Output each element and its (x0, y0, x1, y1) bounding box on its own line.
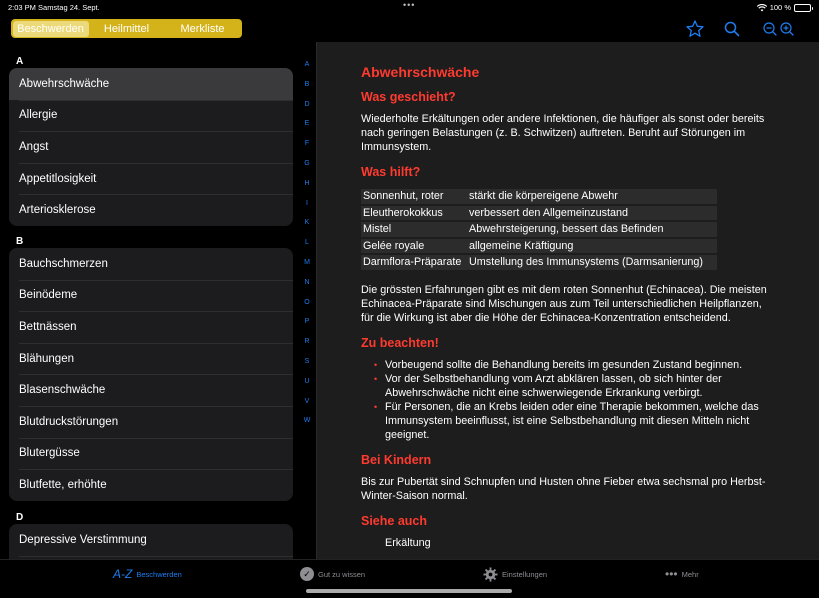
remedy-effect: stärkt die körpereigene Abwehr (467, 189, 717, 204)
remedy-effect: Umstellung des Immunsystems (Darmsanierung) (467, 255, 717, 270)
battery-percent: 100 % (769, 3, 791, 12)
remedy-effect: allgemeine Kräftigung (467, 239, 717, 254)
table-row (361, 255, 717, 270)
segment-heilmittel[interactable]: Heilmittel (103, 22, 150, 35)
list-item[interactable]: Blähungen (9, 343, 293, 375)
notes-list (361, 358, 771, 442)
wifi-icon (757, 4, 767, 12)
index-letter[interactable]: N (304, 278, 310, 286)
heading-see-also: Siehe auch (361, 513, 427, 528)
alphabet-index[interactable] (300, 59, 314, 435)
list-item[interactable]: Bettnässen (9, 311, 293, 343)
table-row (361, 239, 717, 254)
section-group-b (9, 248, 293, 501)
index-letter[interactable]: A (304, 61, 310, 68)
list-item[interactable]: Depressive Verstimmung (19, 533, 147, 546)
index-letter[interactable]: L (305, 239, 309, 247)
status-time: 2:03 PM Samstag 24. Sept. (8, 3, 100, 12)
index-letter[interactable]: P (304, 318, 310, 326)
segment-merkliste[interactable]: Merkliste (180, 22, 225, 35)
index-letter[interactable]: V (304, 397, 310, 405)
list-item-abwehrschwaeche[interactable]: Abwehrschwäche (9, 68, 293, 100)
home-indicator[interactable] (306, 589, 512, 593)
index-letter[interactable]: E (304, 120, 310, 128)
index-letter[interactable]: S (304, 357, 310, 365)
section-group-a (9, 68, 293, 226)
remedy-effect: Abwehrsteigerung, bessert das Befinden (467, 222, 717, 237)
section-header-a: A (16, 56, 24, 67)
remedy-effect: verbessert den Allgemeinzustand (467, 206, 717, 221)
index-letter[interactable]: B (304, 80, 310, 88)
status-right (757, 3, 811, 12)
section-header-b: B (16, 236, 24, 247)
zoom-in-icon[interactable] (779, 19, 795, 39)
section-group-d (9, 524, 293, 559)
remedy-name: Eleutherokokkus (361, 206, 467, 221)
index-letter[interactable]: H (304, 179, 310, 187)
paragraph-children: Bis zur Pubertät sind Schnupfen und Husten ohne Fieber etwa sechsmal pro Herbst-Winter-Saison normal. (361, 475, 766, 502)
tab-label: Mehr (681, 569, 699, 579)
list-item[interactable]: Bauchschmerzen (19, 257, 108, 270)
index-letter[interactable]: D (304, 100, 310, 108)
more-dots-icon: ••• (665, 567, 678, 581)
list-item: • Vor der Selbstbehandlung vom Arzt abklären lassen, ob sich hinter der Abwehrschwäche nicht eine schwerwiegende Erkrankung verbirgt. (361, 372, 771, 400)
segment-beschwerden[interactable]: Beschwerden (13, 21, 89, 37)
favorite-star-icon[interactable] (685, 19, 705, 39)
remedies-table (361, 187, 717, 272)
table-row (361, 189, 717, 204)
table-row (361, 206, 717, 221)
status-bar (0, 0, 819, 14)
remedy-name: Sonnenhut, roter (361, 189, 467, 204)
index-letter[interactable]: F (304, 140, 310, 148)
table-row (361, 222, 717, 237)
heading-what-happens: Was geschieht? (361, 90, 456, 104)
heading-what-helps: Was hilft? (361, 165, 421, 179)
top-bar (0, 14, 819, 42)
list-item: • Für Personen, die an Krebs leiden oder eine Therapie bekommen, welche das Immunsystem beeinflusst, ist eine Selbstbehandlung mit diesen Mitteln nicht geeignet. (361, 400, 771, 442)
battery-icon (794, 4, 811, 12)
list-item[interactable]: Arteriosklerose (9, 194, 293, 226)
tab-label: Beschwerden (136, 569, 182, 579)
category-segmented-control (11, 19, 242, 38)
list-item[interactable]: Beinödeme (9, 280, 293, 312)
tab-label: Einstellungen (502, 570, 548, 579)
tab-beschwerden[interactable] (113, 567, 182, 581)
search-icon[interactable] (722, 19, 742, 39)
tab-einstellungen[interactable] (483, 567, 547, 582)
detail-title: Abwehrschwäche (361, 64, 480, 80)
index-letter[interactable]: W (303, 417, 311, 425)
remedy-name: Darmflora-Präparate (361, 255, 467, 270)
multitasking-dots[interactable]: ••• (403, 0, 416, 10)
list-item[interactable]: Allergie (9, 100, 293, 132)
list-item[interactable]: Appetitlosigkeit (9, 163, 293, 195)
index-letter[interactable]: G (304, 159, 310, 167)
heading-children: Bei Kindern (361, 452, 432, 467)
list-item[interactable]: Blutfette, erhöhte (9, 469, 293, 501)
az-icon: A-Z (113, 567, 133, 581)
list-item[interactable]: Angst (9, 131, 293, 163)
gear-icon (483, 567, 498, 582)
tab-label: Gut zu wissen (318, 569, 366, 579)
see-also-link[interactable]: Erkältung (385, 536, 431, 549)
section-header-d: D (16, 512, 24, 523)
index-letter[interactable]: R (304, 338, 310, 346)
zoom-out-icon[interactable] (762, 19, 778, 39)
heading-note: Zu beachten! (361, 335, 439, 350)
checkmark-circle-icon: ✓ (300, 567, 314, 581)
index-letter[interactable]: K (304, 219, 310, 227)
index-letter[interactable]: U (304, 377, 310, 385)
list-item: • Vorbeugend sollte die Behandlung bereits im gesunden Zustand beginnen. (361, 358, 771, 372)
tab-mehr[interactable] (665, 567, 699, 581)
list-item[interactable]: Blutergüsse (9, 438, 293, 470)
index-letter[interactable]: M (304, 258, 310, 266)
paragraph-what-happens: Wiederholte Erkältungen oder andere Infektionen, die häufiger als sonst oder bereits nach geringen Belastungen (z. B. Schwitzen) auftreten. Beruht auf Störungen im Immunsystem. (361, 113, 765, 153)
remedy-name: Gelée royale (361, 239, 467, 254)
remedy-name: Mistel (361, 222, 467, 237)
detail-content (361, 64, 771, 550)
list-item[interactable]: Blasenschwäche (9, 374, 293, 406)
index-letter[interactable]: I (306, 199, 308, 207)
list-item[interactable]: Blutdruckstörungen (9, 406, 293, 438)
complaints-list[interactable] (0, 42, 316, 559)
detail-pane[interactable] (317, 42, 819, 559)
paragraph-what-helps: Die grössten Erfahrungen gibt es mit dem roten Sonnenhut (Echinacea). Die meisten Echinacea-Präparate sind Mischungen aus zum Teil unterschiedlichen Heilpflanzen, für die Wirkung ist aber die Höhe der Echinacea-Konzentration entscheidend. (361, 283, 767, 324)
index-letter[interactable]: O (304, 298, 310, 306)
tab-gut-zu-wissen[interactable] (300, 567, 365, 581)
